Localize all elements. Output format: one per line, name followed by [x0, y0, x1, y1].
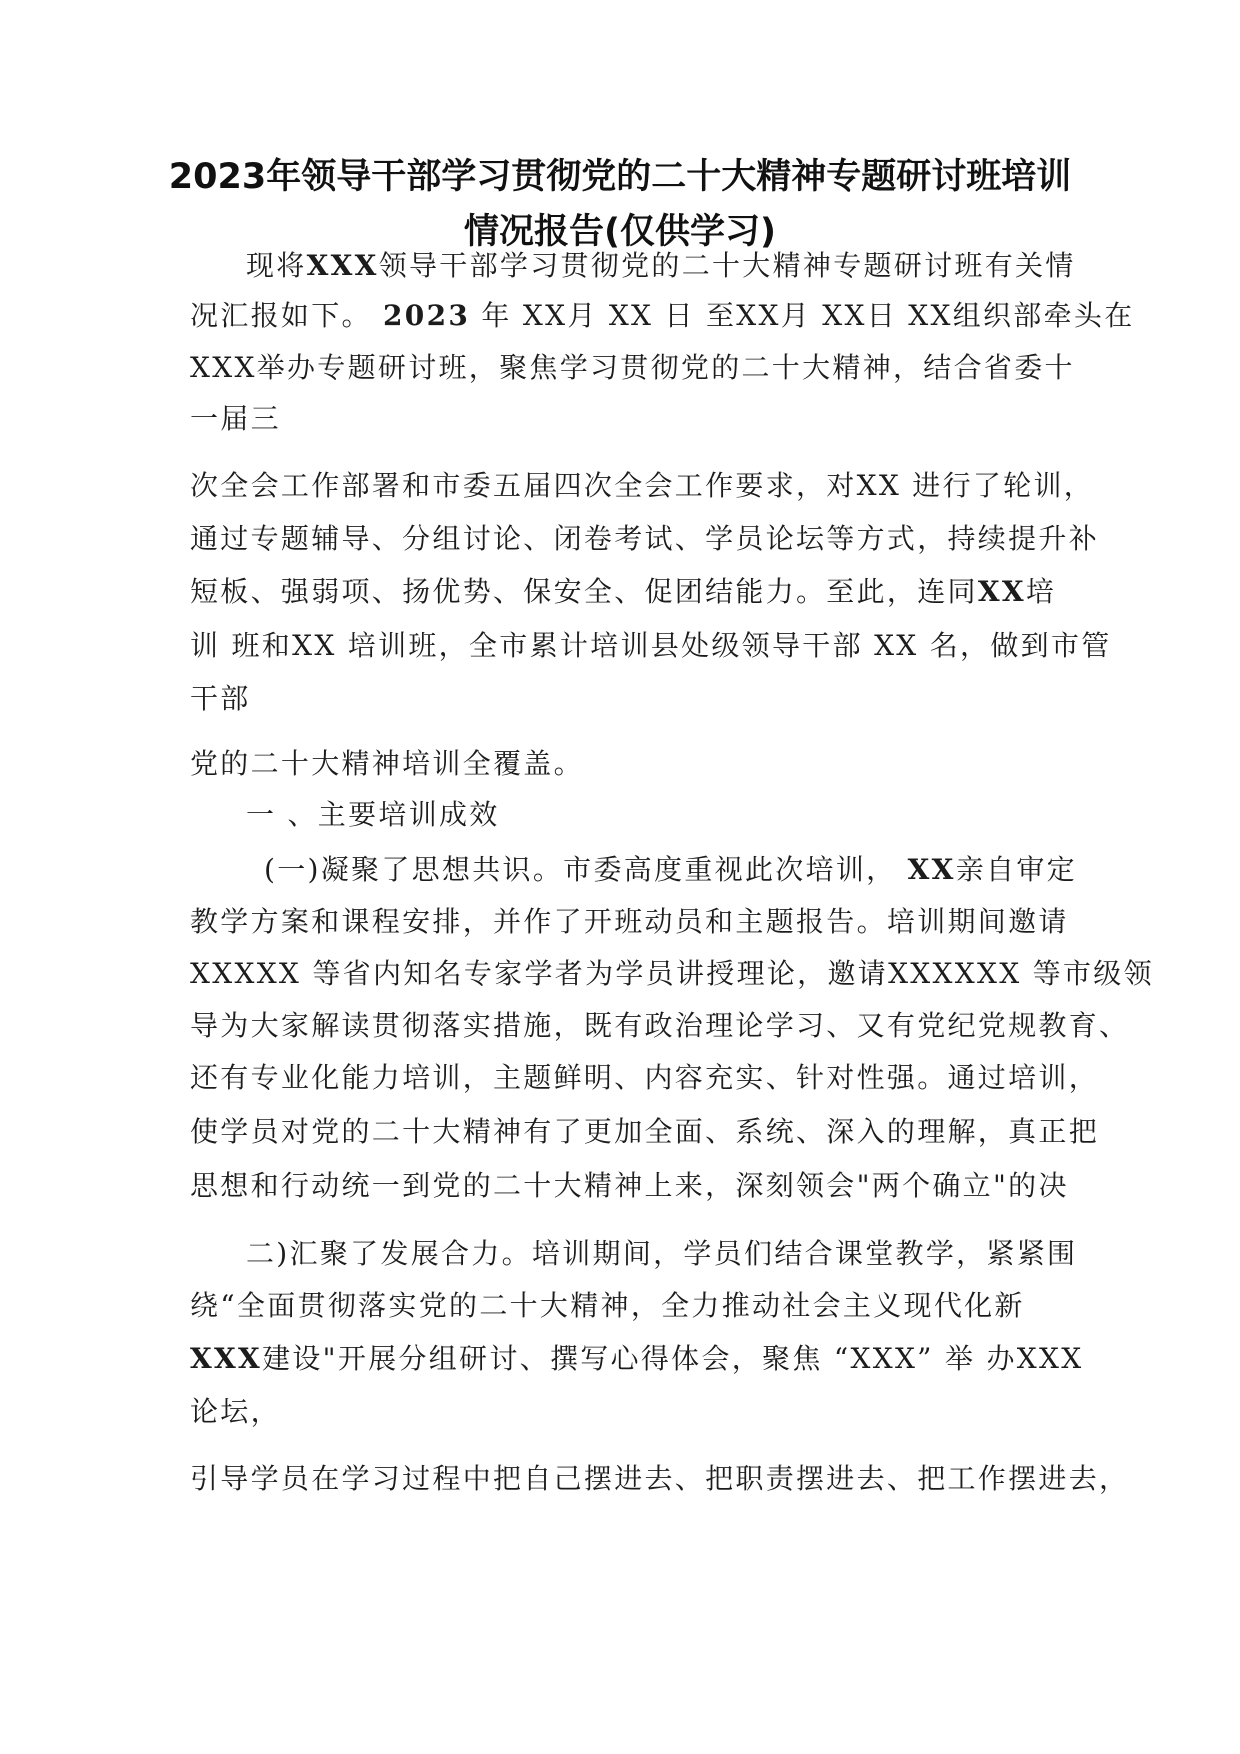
text-segment: 二)汇聚了发展合力。培训期间，学员们结合课堂教学，紧紧围 [246, 1237, 1078, 1270]
body-line [190, 351, 1075, 384]
text-segment: 引导学员在学习过程中把自己摆进去、把职责摆进去、把工作摆进去， [190, 1462, 1130, 1495]
text-segment: 况汇报如下。 [190, 299, 384, 332]
body-line [190, 1395, 281, 1428]
body-line [190, 1061, 1100, 1094]
text-segment: 教学方案和课程安排，并作了开班动员和主题报告。培训期间邀请 [190, 905, 1069, 938]
text-segment: 导为大家解读贯彻落实措施，既有政治理论学习、又有党纪党规教育、 [190, 1009, 1130, 1042]
body-line [190, 905, 1069, 938]
body-line [190, 1462, 1130, 1495]
body-line [190, 747, 584, 780]
bold-text-segment: XXX [306, 249, 379, 282]
text-segment: 年 XX月 XX 日 至XX月 XX日 XX组织部牵头在 [470, 299, 1135, 332]
text-segment: 还有专业化能力培训，主题鲜明、内容充实、针对性强。通过培训， [190, 1061, 1100, 1094]
body-line [190, 469, 1095, 502]
document-title-line-1: 2023年领导干部学习贯彻党的二十大精神专题研讨班培训 [168, 157, 1072, 197]
body-line [190, 629, 1112, 662]
text-segment: 绕“全面贯彻落实党的二十大精神，全力推动社会主义现代化新 [190, 1289, 1025, 1322]
text-segment: 干部 [190, 682, 251, 715]
text-segment: XXX举办专题研讨班，聚焦学习贯彻党的二十大精神，结合省委十 [190, 351, 1075, 384]
text-segment: 次全会工作部署和市委五届四次全会工作要求，对XX 进行了轮训， [190, 469, 1095, 502]
text-segment: 短板、强弱项、扬优势、保安全、促团结能力。至此，连同 [190, 575, 978, 608]
body-line [190, 575, 1057, 608]
text-segment: 一届三 [190, 402, 281, 435]
text-segment: 使学员对党的二十大精神有了更加全面、系统、深入的理解，真正把 [190, 1115, 1100, 1148]
body-line [190, 299, 1135, 332]
text-segment: 建设"开展分组研讨、撰写心得体会，聚焦 “XXX” 举 办XXX [262, 1342, 1084, 1375]
text-segment: 培 [1025, 575, 1057, 608]
body-line [190, 1169, 1069, 1202]
bold-text-segment: XXX [190, 1342, 263, 1375]
text-segment: 一 、主要培训成效 [246, 798, 500, 831]
text-segment: 亲自审定 [955, 853, 1077, 886]
body-line [190, 1009, 1130, 1042]
bold-text-segment: XX [907, 853, 956, 886]
body-line [190, 1289, 1025, 1322]
body-line [190, 402, 281, 435]
bold-text-segment: XX [977, 575, 1026, 608]
text-segment: 现将 [246, 249, 307, 282]
text-segment: (一)凝聚了思想共识。市委高度重视此次培训， [264, 853, 908, 886]
body-line [246, 798, 500, 831]
body-line [246, 249, 1076, 282]
body-line [246, 1237, 1078, 1270]
body-line [264, 853, 1077, 886]
bold-text-segment: 2023 [383, 299, 471, 332]
text-segment: 训 班和XX 培训班，全市累计培训县处级领导干部 XX 名，做到市管 [190, 629, 1112, 662]
body-line [190, 682, 251, 715]
body-line [190, 522, 1100, 555]
text-segment: 党的二十大精神培训全覆盖。 [190, 747, 584, 780]
text-segment: 思想和行动统一到党的二十大精神上来，深刻领会"两个确立"的决 [190, 1169, 1069, 1202]
text-segment: XXXXX 等省内知名专家学者为学员讲授理论，邀请XXXXXX 等市级领 [190, 957, 1154, 990]
document-title-line-2: 情况报告(仅供学习) [464, 212, 776, 252]
text-segment: 通过专题辅导、分组讨论、闭卷考试、学员论坛等方式，持续提升补 [190, 522, 1100, 555]
body-line [190, 1115, 1100, 1148]
text-segment: 论坛， [190, 1395, 281, 1428]
body-line [190, 1342, 1084, 1375]
text-segment: 领导干部学习贯彻党的二十大精神专题研讨班有关情 [378, 249, 1076, 282]
body-line [190, 957, 1154, 990]
